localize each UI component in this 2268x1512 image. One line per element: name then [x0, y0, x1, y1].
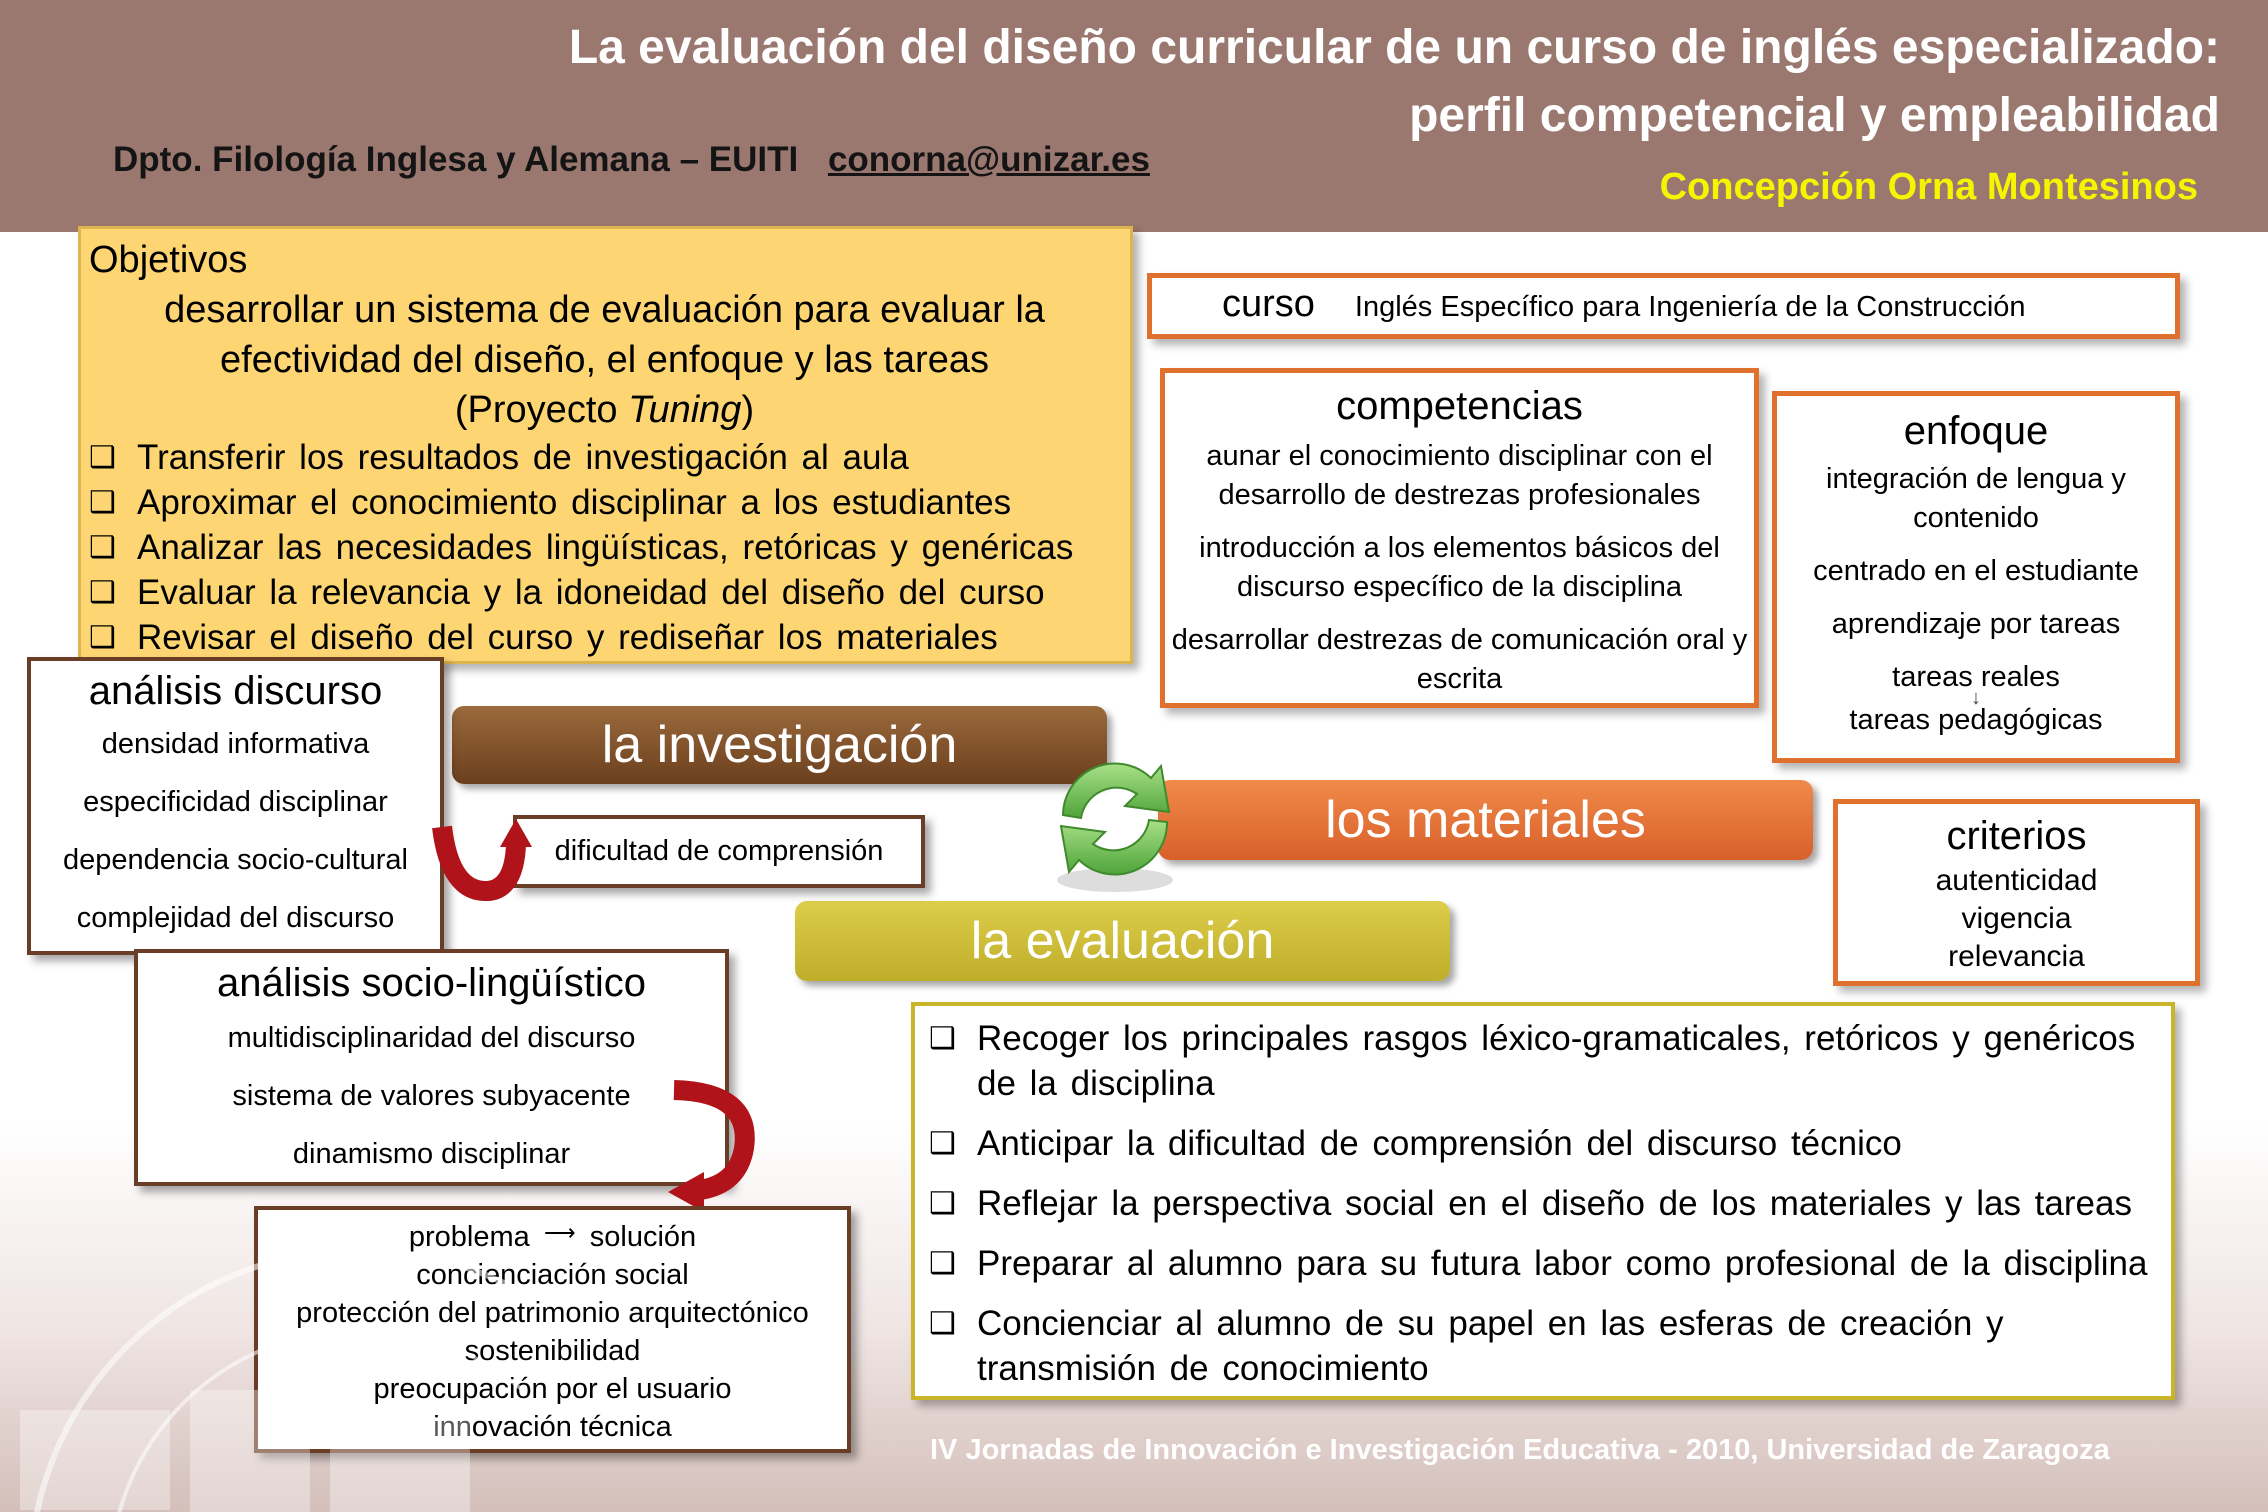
criterio-item: autenticidad [1935, 864, 2098, 897]
discurso-item: dependencia socio-cultural [63, 844, 408, 876]
materiales-pill: los materiales [1158, 780, 1813, 860]
competencia-item: introducción a los elementos básicos del discurso específico de la disciplina [1199, 532, 1720, 603]
intro-text-end: ) [741, 389, 755, 431]
criterio-item: relevancia [1948, 940, 2085, 973]
checkbox-icon: ❑ [89, 485, 116, 520]
investigacion-pill: la investigación [452, 706, 1107, 784]
objective-text: Revisar el diseño del curso y rediseñar los materiales [137, 618, 998, 657]
competencia-item: aunar el conocimiento disciplinar con el desarrollo de destrezas profesionales [1206, 440, 1713, 511]
objective-text: Analizar las necesidades lingüísticas, retóricas y genéricas [137, 528, 1074, 567]
checkbox-icon: ❑ [89, 440, 116, 475]
task-item [929, 1121, 2151, 1166]
checkbox-icon: ❑ [929, 1021, 956, 1056]
enfoque-item: centrado en el estudiante [1813, 555, 2139, 587]
task-item [929, 1016, 2151, 1106]
problema-item: innovación técnica [433, 1411, 672, 1443]
objectives-intro-2: efectividad del diseño, el enfoque y las tareas [220, 339, 989, 381]
objective-item [89, 615, 1120, 660]
socio-item: dinamismo disciplinar [292, 1138, 571, 1170]
university-seal-watermark [0, 1160, 520, 1512]
discurso-item: especificidad disciplinar [83, 786, 388, 818]
arrow-right-icon: ⟶ [543, 1220, 576, 1245]
criterios-box [1833, 799, 2200, 986]
curso-box [1147, 273, 2180, 339]
socio-item: multidisciplinaridad del discurso [227, 1022, 636, 1054]
socio-item: sistema de valores subyacente [232, 1080, 631, 1112]
task-text: Recoger los principales rasgos léxico-gramaticales, retóricos y genéricos de la disciplina [977, 1019, 2136, 1103]
objectives-title: Objetivos [89, 239, 248, 281]
objective-item [89, 435, 1120, 480]
checkbox-icon: ❑ [929, 1186, 956, 1221]
analisis-socio-box [134, 949, 729, 1186]
task-item [929, 1241, 2151, 1286]
checkbox-icon: ❑ [929, 1126, 956, 1161]
criterios-title: criterios [1946, 814, 2087, 858]
objective-item [89, 480, 1120, 525]
objective-item [89, 525, 1120, 570]
intro-text: (Proyecto [454, 389, 629, 431]
task-text: Anticipar la dificultad de comprensión del discurso técnico [977, 1124, 1902, 1163]
title-line-1: La evaluación del diseño curricular de un curso de inglés especializado: [568, 21, 2220, 74]
objectives-box [78, 226, 1133, 664]
criterio-item: vigencia [1961, 902, 2072, 935]
email-link[interactable]: conorna@unizar.es [827, 140, 1150, 179]
enfoque-title: enfoque [1903, 409, 2049, 453]
poster-title [220, 14, 2220, 150]
checkbox-icon: ❑ [89, 620, 116, 655]
competencia-item: desarrollar destrezas de comunicación oral y escrita [1171, 624, 1748, 695]
curved-arrow-icon [430, 805, 540, 915]
task-text: Concienciar al alumno de su papel en las esferas de creación y transmisión de conocimiento [977, 1304, 2004, 1388]
analisis-discurso-box [27, 657, 444, 955]
department: Dpto. Filología Inglesa y Alemana – EUITI [113, 140, 799, 179]
problema-item: concienciación social [416, 1259, 689, 1291]
task-text: Preparar al alumno para su futura labor como profesional de la disciplina [977, 1244, 2148, 1283]
curso-label: curso [1222, 283, 1315, 325]
problema-item: protección del patrimonio arquitectónico [296, 1297, 809, 1329]
curso-value: Inglés Específico para Ingeniería de la Construcción [1354, 291, 2026, 323]
tuning-emphasis: Tuning [628, 389, 742, 431]
objective-item [89, 570, 1120, 615]
cycle-arrows-icon [1023, 740, 1203, 900]
checkbox-icon: ❑ [929, 1306, 956, 1341]
objective-text: Transferir los resultados de investigación al aula [137, 438, 909, 477]
tasks-box [911, 1002, 2175, 1400]
objectives-intro-1: desarrollar un sistema de evaluación para evaluar la [164, 289, 1045, 331]
discurso-item: complejidad del discurso [76, 902, 395, 934]
problema-label: problema [408, 1221, 530, 1253]
objectives-intro-3 [89, 385, 1120, 435]
dificultad-box: dificultad de comprensión [513, 815, 925, 888]
author-name: Concepción Orna Montesinos [1659, 166, 2198, 208]
competencias-title: competencias [1336, 384, 1583, 428]
objective-text: Evaluar la relevancia y la idoneidad del diseño del curso [137, 573, 1045, 612]
analisis-socio-title: análisis socio-lingüístico [216, 961, 647, 1005]
enfoque-item: tareas pedagógicas [1849, 704, 2103, 736]
enfoque-item: tareas reales [1892, 661, 2060, 693]
evaluacion-pill: la evaluación [795, 901, 1450, 981]
task-text: Reflejar la perspectiva social en el diseño de los materiales y las tareas [977, 1184, 2132, 1223]
problema-item: preocupación por el usuario [373, 1373, 732, 1405]
task-item [929, 1301, 2151, 1391]
competencias-box [1160, 368, 1759, 708]
department-line [113, 140, 1150, 180]
curved-arrow-icon [660, 1068, 760, 1228]
discurso-item: densidad informativa [101, 728, 370, 760]
checkbox-icon: ❑ [89, 575, 116, 610]
analisis-discurso-title: análisis discurso [88, 669, 383, 713]
problema-item: sostenibilidad [464, 1335, 641, 1367]
enfoque-item: aprendizaje por tareas [1831, 608, 2121, 640]
enfoque-box [1772, 391, 2180, 763]
solucion-label: solución [589, 1221, 697, 1253]
checkbox-icon: ❑ [929, 1246, 956, 1281]
footer-conference: IV Jornadas de Innovación e Investigación Educativa - 2010, Universidad de Zaragoza [930, 1434, 2110, 1466]
checkbox-icon: ❑ [89, 530, 116, 565]
objective-text: Aproximar el conocimiento disciplinar a los estudiantes [137, 483, 1012, 522]
arrow-down-icon: ↓ [1971, 687, 1981, 709]
task-item [929, 1181, 2151, 1226]
title-line-2: perfil competencial y empleabilidad [1409, 89, 2220, 142]
enfoque-item: integración de lengua y contenido [1826, 463, 2126, 534]
